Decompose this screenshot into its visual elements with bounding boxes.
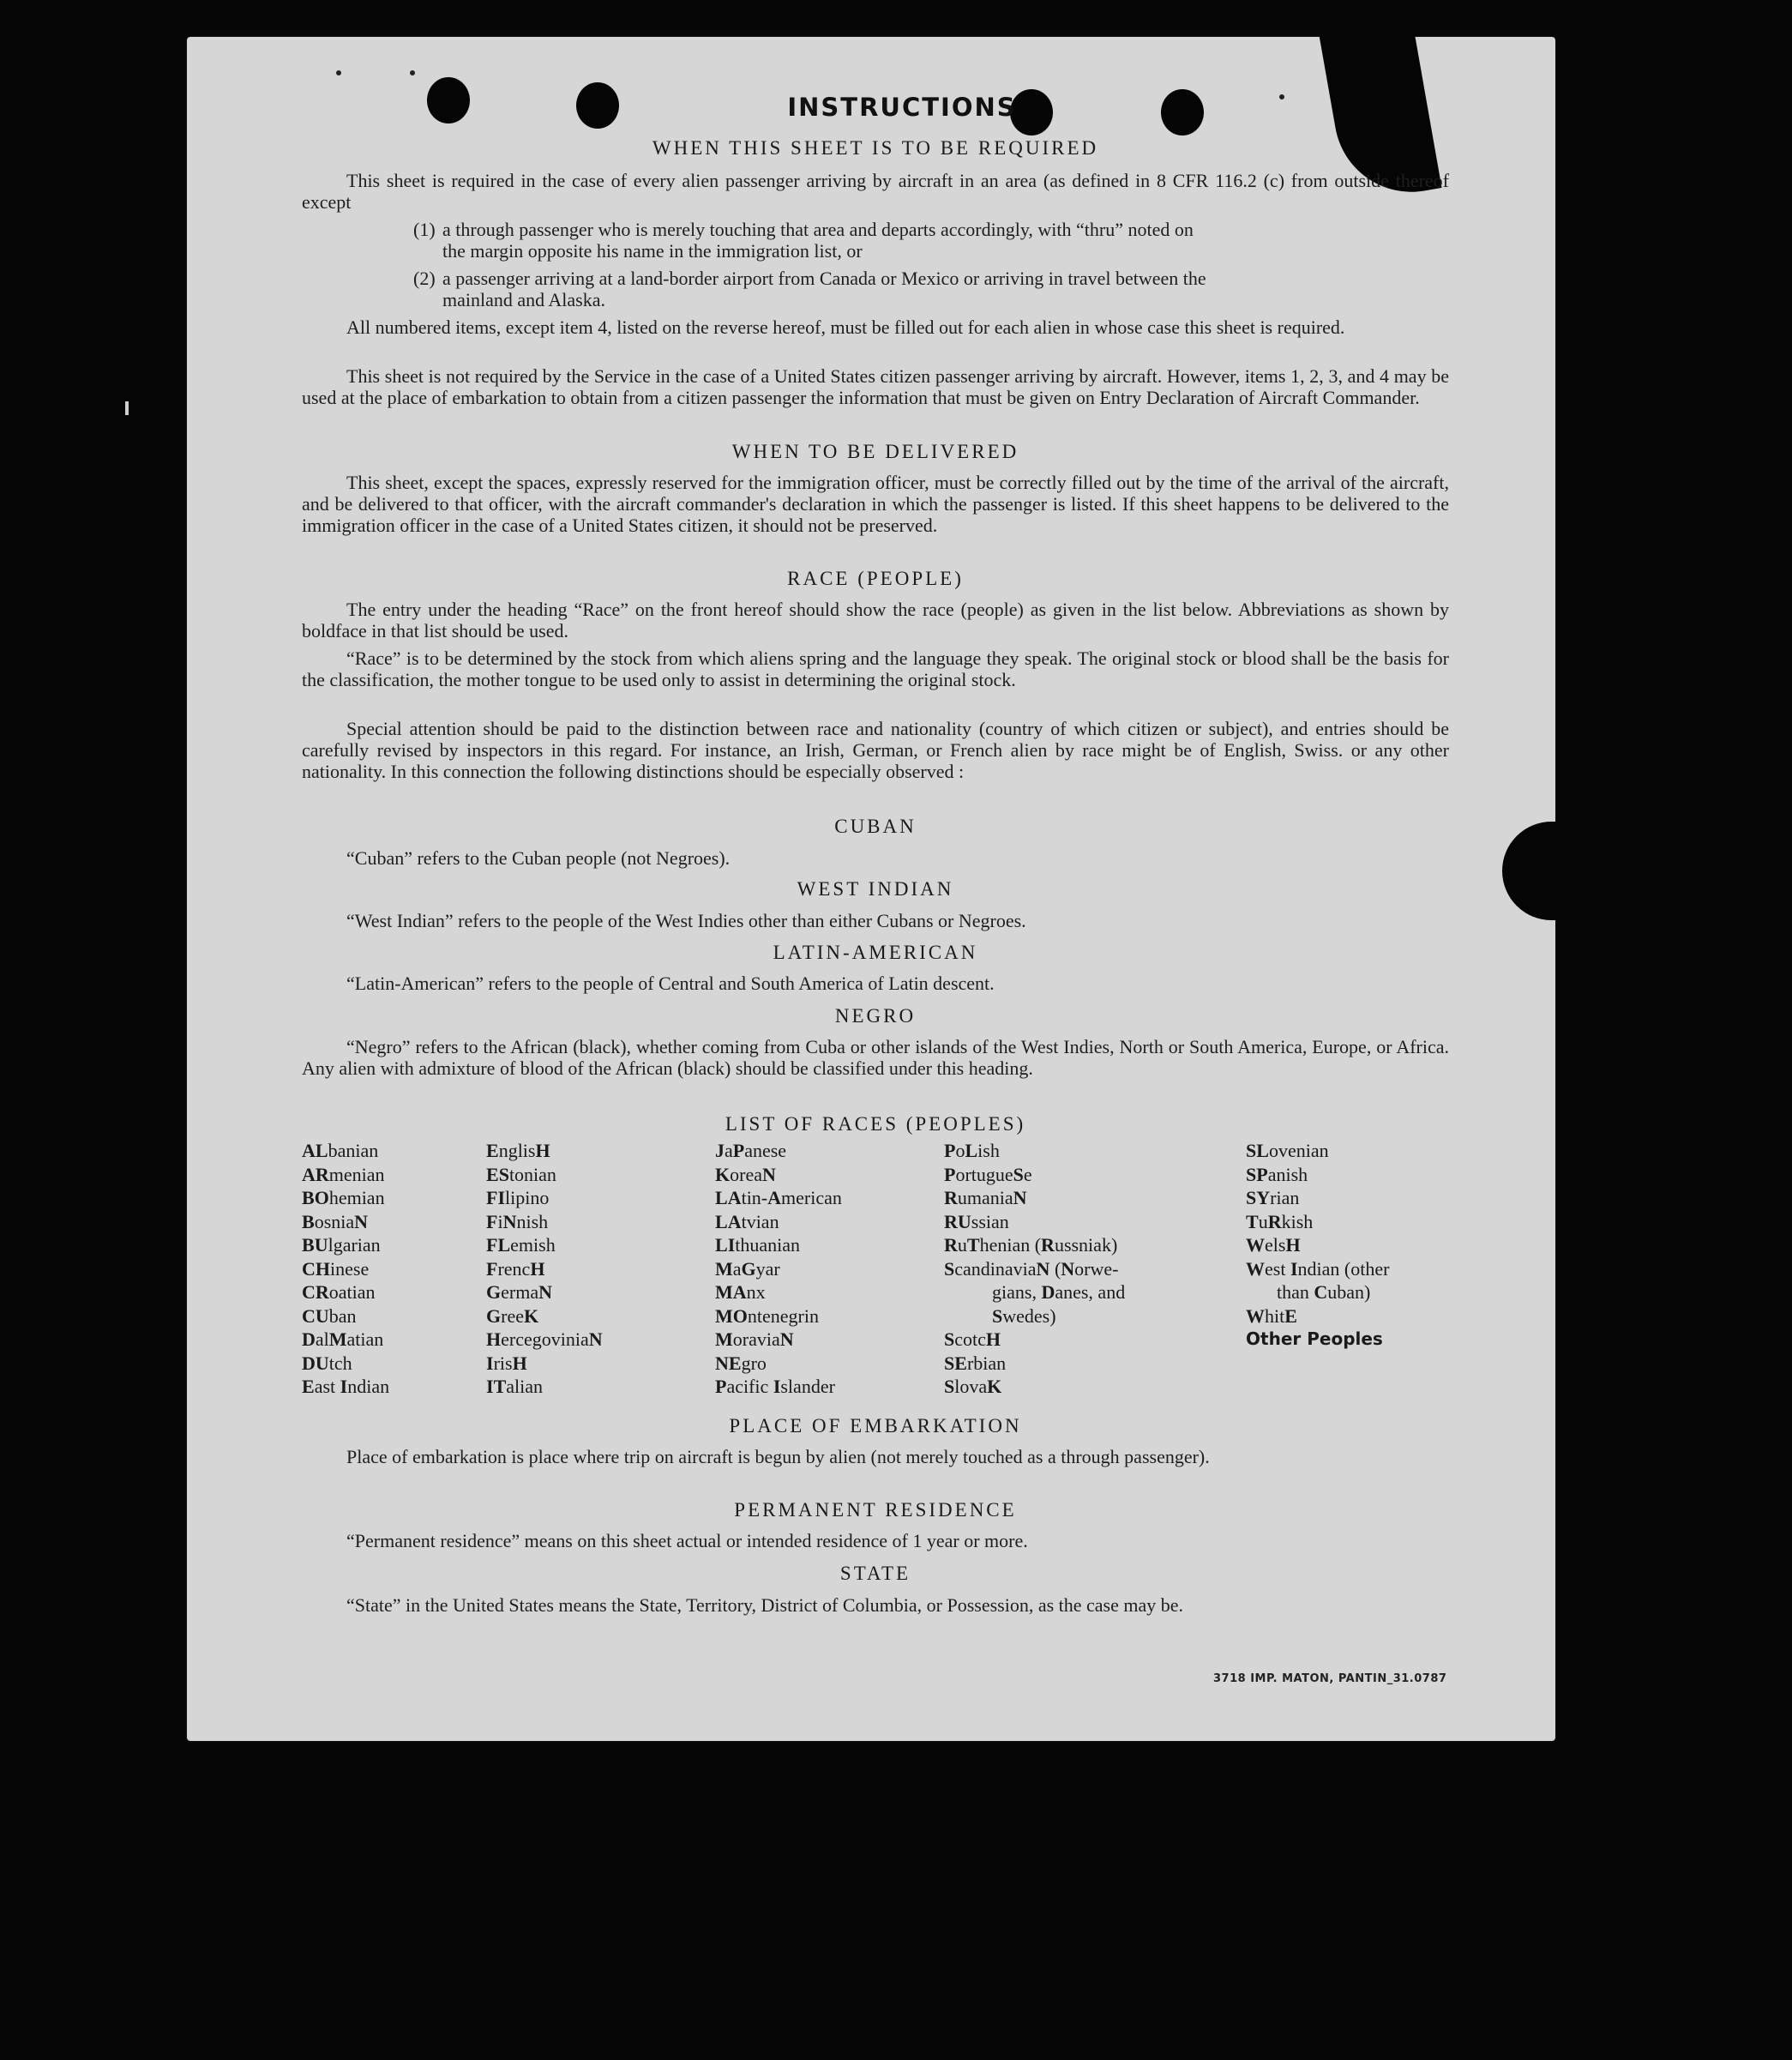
race-entry: CRoatian (302, 1281, 376, 1303)
item-text-cont: the margin opposite his name in the immigration list, or (442, 240, 863, 262)
race-entry: ScandinaviaN (Norwe- (944, 1257, 1119, 1280)
punch-hole (1161, 89, 1204, 136)
race-entry: WhitE (1246, 1304, 1297, 1327)
section-heading-latin-american: LATIN-AMERICAN (773, 942, 978, 963)
residence-text: “Permanent residence” means on this sheet actual or intended residence of 1 year or more. (346, 1530, 1028, 1551)
race-entry: BUlgarian (302, 1234, 381, 1256)
negro-text: “Negro” refers to the African (black), whether coming from Cuba or other islands of the West Indies, North or South America, Europe, or Africa. Any alien with admixture of blood of the African (black) should be classified under this heading. (302, 1036, 1449, 1079)
race-entry: TuRkish (1246, 1210, 1314, 1232)
section-heading-race: RACE (PEOPLE) (787, 568, 964, 589)
item-text: a through passenger who is merely touching that area and departs accordingly, with “thru” noted on (442, 219, 1194, 240)
speck-mark (1279, 94, 1284, 99)
latin-american-text: “Latin-American” refers to the people of Central and South America of Latin descent. (346, 973, 995, 994)
race-entry: ALbanian (302, 1140, 379, 1161)
race-entry: FrencH (486, 1257, 545, 1280)
race-entry: MOntenegrin (715, 1304, 819, 1327)
race-paragraph-1: The entry under the heading “Race” on the front hereof should show the race (people) as given in the list below. Abbreviations as shown by boldface in that list should be used. (302, 599, 1449, 641)
delivered-paragraph: This sheet, except the spaces, expressly reserved for the immigration officer, must be correctly filled out by the time of the arrival of the aircraft, and be delivered to that officer, with the aircraft commander's declaration in which the passenger is listed. If this sheet happens to be delivered to the immigration officer in the case of a United States citizen, it should not be preserved. (302, 472, 1449, 536)
item-text-cont: mainland and Alaska. (442, 289, 606, 310)
race-entry: EStonian (486, 1163, 556, 1185)
required-paragraph-1: This sheet is required in the case of every alien passenger arriving by aircraft in an area (as defined in 8 CFR 116.2 (c) from outside thereof except (302, 170, 1449, 213)
section-heading-delivered: WHEN TO BE DELIVERED (731, 441, 1019, 462)
race-entry: ARmenian (302, 1163, 385, 1185)
required-item-2 (413, 268, 1449, 310)
race-entry: West Indian (other (1246, 1257, 1390, 1280)
required-item-1 (413, 219, 1449, 262)
west-indian-text: “West Indian” refers to the people of the West Indies other than either Cubans or Negroes. (346, 910, 1026, 931)
race-entry: GreeK (486, 1304, 539, 1327)
race-entry: RumaniaN (944, 1187, 1027, 1208)
section-heading-required: WHEN THIS SHEET IS TO BE REQUIRED (652, 137, 1099, 159)
item-text: a passenger arriving at a land-border airport from Canada or Mexico or arriving in travel between the (442, 268, 1206, 289)
race-entry: SErbian (944, 1352, 1007, 1374)
race-entry: GermaN (486, 1281, 552, 1303)
section-heading-embarkation: PLACE OF EMBARKATION (729, 1415, 1022, 1437)
race-entry: SLovenian (1246, 1140, 1329, 1161)
race-entry: FiNnish (486, 1210, 549, 1232)
section-heading-races-list: LIST OF RACES (PEOPLES) (725, 1113, 1026, 1135)
race-entry: JaPanese (715, 1140, 787, 1161)
section-heading-negro: NEGRO (834, 1005, 917, 1027)
race-entry: DalMatian (302, 1328, 384, 1350)
race-entry: MoraviaN (715, 1328, 794, 1350)
race-entry-cont: gians, Danes, and (992, 1281, 1126, 1303)
race-entry: RuThenian (Russniak) (944, 1234, 1118, 1256)
race-entry: IrisH (486, 1352, 527, 1374)
race-entry: MAnx (715, 1281, 766, 1303)
state-text: “State” in the United States means the State, Territory, District of Columbia, or Possession, as the case may be. (346, 1594, 1184, 1616)
races-column-5 (1246, 1139, 1389, 1352)
race-entry: East Indian (302, 1376, 390, 1397)
race-entry: FLemish (486, 1234, 556, 1256)
race-entry: MaGyar (715, 1257, 780, 1280)
race-entry: HercegoviniaN (486, 1328, 603, 1350)
punch-hole (576, 82, 619, 129)
races-column-1 (302, 1139, 389, 1399)
race-entry: LAtin-American (715, 1187, 842, 1208)
punch-hole (427, 77, 470, 123)
race-entry: CHinese (302, 1257, 370, 1280)
race-entry: SPanish (1246, 1163, 1308, 1185)
race-entry: PoLish (944, 1140, 1000, 1161)
section-heading-residence: PERMANENT RESIDENCE (734, 1499, 1017, 1521)
race-entry: Other Peoples (1246, 1328, 1383, 1349)
section-heading-west-indian: WEST INDIAN (797, 878, 954, 900)
race-entry: DUtch (302, 1352, 352, 1374)
race-entry: BOhemian (302, 1187, 385, 1208)
race-entry: KoreaN (715, 1163, 776, 1185)
race-entry: BosniaN (302, 1210, 369, 1232)
race-paragraph-2: “Race” is to be determined by the stock from which aliens spring and the language they speak. The original stock or blood shall be the basis for the classification, the mother tongue to be used only to assist in determining the original stock. (302, 648, 1449, 690)
race-entry: CUban (302, 1304, 357, 1327)
page-title: INSTRUCTIONS (787, 93, 1017, 122)
cuban-text: “Cuban” refers to the Cuban people (not Negroes). (346, 847, 731, 869)
race-entry: RUssian (944, 1210, 1009, 1232)
race-entry: PortugueSe (944, 1163, 1032, 1185)
race-entry: SlovaK (944, 1376, 1002, 1397)
race-entry: EnglisH (486, 1140, 550, 1161)
speck-mark (125, 401, 129, 415)
race-entry: FIlipino (486, 1187, 550, 1208)
printer-code: 3718 IMP. MATON, PANTIN_31.0787 (1213, 1672, 1447, 1685)
speck-mark (336, 70, 341, 75)
race-entry: LIthuanian (715, 1234, 801, 1256)
race-entry: ITalian (486, 1376, 544, 1397)
required-paragraph-3: This sheet is not required by the Service in the case of a United States citizen passenger arriving by aircraft. However, items 1, 2, 3, and 4 may be used at the place of embarkation to obtain from a citizen passenger the information that must be given on Entry Declaration of Aircraft Commander. (302, 365, 1449, 408)
race-entry-cont: Swedes) (992, 1304, 1056, 1327)
item-number: (1) (413, 219, 436, 240)
race-entry: Pacific Islander (715, 1376, 835, 1397)
race-entry: NEgro (715, 1352, 767, 1374)
race-entry: LAtvian (715, 1210, 779, 1232)
races-column-3 (715, 1139, 842, 1399)
section-heading-state: STATE (839, 1563, 911, 1584)
race-entry: SYrian (1246, 1187, 1300, 1208)
embarkation-text: Place of embarkation is place where trip on aircraft is begun by alien (not merely touched as a through passenger). (346, 1446, 1210, 1467)
race-entry: WelsH (1246, 1234, 1301, 1256)
races-column-4 (944, 1139, 1125, 1399)
speck-mark (410, 70, 415, 75)
race-entry: ScotcH (944, 1328, 1001, 1350)
required-paragraph-2: All numbered items, except item 4, listed on the reverse hereof, must be filled out for each alien in whose case this sheet is required. (346, 316, 1345, 338)
item-number: (2) (413, 268, 436, 289)
section-heading-cuban: CUBAN (834, 816, 917, 837)
race-entry-cont: than Cuban) (1277, 1281, 1371, 1303)
races-column-2 (486, 1139, 603, 1399)
race-paragraph-3: Special attention should be paid to the distinction between race and nationality (country of which citizen or subject), and entries should be carefully revised by inspectors in this regard. For instance, an Irish, German, or French alien by race might be of English, Swiss. or any other nationality. In this connection the following distinctions should be especially observed : (302, 718, 1449, 782)
